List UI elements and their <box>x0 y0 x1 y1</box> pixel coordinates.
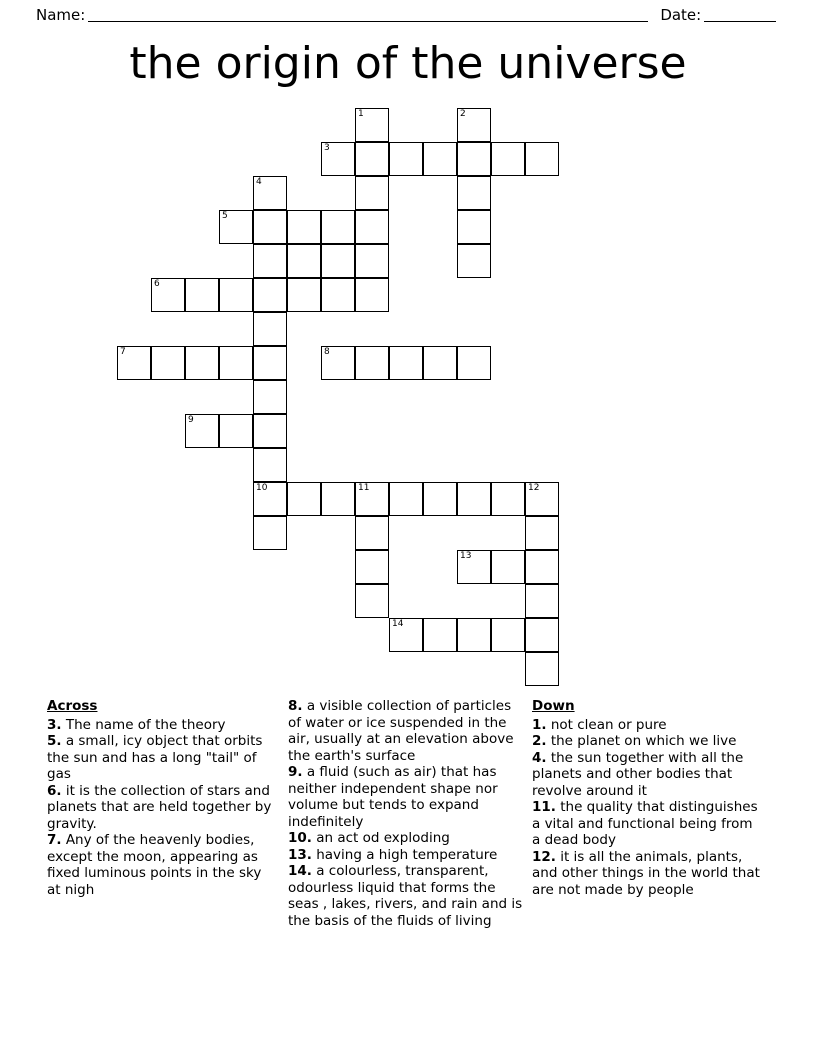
grid-cell[interactable] <box>491 482 525 516</box>
grid-cell[interactable] <box>219 346 253 380</box>
clue-text: the quality that distinguishes a vital and functional being from a dead body <box>532 799 758 848</box>
grid-cell[interactable] <box>253 448 287 482</box>
grid-cell[interactable] <box>457 482 491 516</box>
clue-down-1 <box>532 717 764 734</box>
grid-cell[interactable] <box>389 346 423 380</box>
clue-across-3 <box>47 717 279 734</box>
grid-cell[interactable] <box>355 210 389 244</box>
clue-text: having a high temperature <box>311 846 498 863</box>
grid-cell[interactable] <box>253 346 287 380</box>
clue-number: 2. <box>532 733 547 749</box>
clues-column-down <box>532 698 764 898</box>
name-input-line[interactable] <box>88 8 648 22</box>
clue-text: Any of the heavenly bodies, except the moon, appearing as fixed luminous points in the sky at nigh <box>47 832 262 898</box>
clue-down-12 <box>532 849 764 899</box>
name-label: Name: <box>36 6 86 24</box>
grid-cell[interactable] <box>525 584 559 618</box>
clues-column-across-2 <box>288 698 523 929</box>
grid-cell[interactable] <box>389 618 423 652</box>
grid-cell[interactable] <box>287 278 321 312</box>
grid-cell-number: 12 <box>528 483 540 493</box>
clue-down-11 <box>532 799 764 849</box>
clue-number: 10. <box>288 830 312 846</box>
grid-cell[interactable] <box>423 142 457 176</box>
clue-across-6 <box>47 783 279 833</box>
clue-number: 14. <box>288 863 312 879</box>
grid-cell[interactable] <box>287 244 321 278</box>
clue-text: the sun together with all the planets and other bodies that revolve around it <box>532 749 744 799</box>
clue-text: not clean or pure <box>546 716 667 733</box>
grid-cell[interactable] <box>355 108 389 142</box>
clue-text: The name of the theory <box>61 716 226 733</box>
grid-cell[interactable] <box>321 278 355 312</box>
grid-cell-number: 6 <box>154 279 160 289</box>
clue-number: 1. <box>532 716 547 733</box>
grid-cell[interactable] <box>525 516 559 550</box>
clue-across-13 <box>288 847 523 864</box>
clue-down-4 <box>532 750 764 800</box>
clue-number: 3. <box>47 716 62 733</box>
grid-cell[interactable] <box>321 210 355 244</box>
grid-cell[interactable] <box>355 278 389 312</box>
clue-across-7 <box>47 832 279 898</box>
clue-text: a colourless, transparent, odourless liquid that forms the seas , lakes, rivers, and rain and is the basis of the fluids of living <box>288 863 523 929</box>
date-input-line[interactable] <box>704 8 776 22</box>
grid-cell[interactable] <box>185 414 219 448</box>
clue-number: 9. <box>288 764 303 780</box>
clue-number: 4. <box>532 749 547 766</box>
down-heading: Down <box>532 698 575 714</box>
grid-cell[interactable] <box>355 176 389 210</box>
grid-cell[interactable] <box>457 108 491 142</box>
grid-cell-number: 3 <box>324 143 330 153</box>
grid-cell[interactable] <box>355 244 389 278</box>
grid-cell-number: 5 <box>222 211 228 221</box>
crossword-grid[interactable] <box>0 108 816 688</box>
grid-cell[interactable] <box>423 346 457 380</box>
grid-cell[interactable] <box>355 516 389 550</box>
grid-cell[interactable] <box>253 482 287 516</box>
clue-number: 5. <box>47 733 62 749</box>
date-label: Date: <box>660 6 702 24</box>
grid-cell[interactable] <box>287 210 321 244</box>
grid-cell[interactable] <box>185 278 219 312</box>
grid-cell[interactable] <box>117 346 151 380</box>
grid-cell[interactable] <box>151 346 185 380</box>
clue-text: it is the collection of stars and planets that are held together by gravity. <box>47 782 272 832</box>
grid-cell[interactable] <box>151 278 185 312</box>
grid-cell[interactable] <box>525 652 559 686</box>
clue-down-2 <box>532 733 764 750</box>
grid-cell[interactable] <box>355 550 389 584</box>
grid-cell[interactable] <box>457 550 491 584</box>
grid-cell[interactable] <box>355 346 389 380</box>
grid-cell-number: 14 <box>392 619 404 629</box>
clue-number: 13. <box>288 846 312 863</box>
grid-cell[interactable] <box>355 482 389 516</box>
grid-cell[interactable] <box>219 278 253 312</box>
clue-text: it is all the animals, plants, and other things in the world that are not made by people <box>532 848 760 898</box>
grid-cell-number: 10 <box>256 483 268 493</box>
grid-cell[interactable] <box>253 414 287 448</box>
across-heading: Across <box>47 698 98 714</box>
grid-cell-number: 1 <box>358 109 364 119</box>
clue-text: a fluid (such as air) that has neither independent shape nor volume but tends to expand indefinitely <box>288 764 498 830</box>
grid-cell[interactable] <box>253 312 287 346</box>
grid-cell[interactable] <box>457 176 491 210</box>
grid-cell[interactable] <box>525 618 559 652</box>
page-title: the origin of the universe <box>129 38 687 89</box>
grid-cell[interactable] <box>491 550 525 584</box>
clue-across-5 <box>47 733 279 783</box>
grid-cell[interactable] <box>423 618 457 652</box>
grid-cell-number: 8 <box>324 347 330 357</box>
grid-cell[interactable] <box>457 346 491 380</box>
grid-cell[interactable] <box>185 346 219 380</box>
grid-cell[interactable] <box>491 142 525 176</box>
worksheet-header <box>0 0 816 30</box>
grid-cell[interactable] <box>287 482 321 516</box>
clues-area <box>0 698 816 958</box>
grid-cell[interactable] <box>457 244 491 278</box>
grid-cell[interactable] <box>525 142 559 176</box>
grid-cell[interactable] <box>321 482 355 516</box>
grid-cell[interactable] <box>457 618 491 652</box>
grid-cell-number: 9 <box>188 415 194 425</box>
clue-number: 12. <box>532 848 556 865</box>
clue-across-14 <box>288 863 523 929</box>
grid-cell-number: 4 <box>256 177 262 187</box>
clue-text: an act od exploding <box>311 830 450 846</box>
grid-cell-number: 13 <box>460 551 472 561</box>
grid-cell[interactable] <box>253 210 287 244</box>
grid-cell-number: 2 <box>460 109 466 119</box>
clue-across-10 <box>288 830 523 847</box>
grid-cell[interactable] <box>321 346 355 380</box>
grid-cell[interactable] <box>525 550 559 584</box>
clue-number: 6. <box>47 782 62 799</box>
grid-cell-number: 11 <box>358 483 370 493</box>
grid-cell[interactable] <box>321 142 355 176</box>
clue-across-8 <box>288 698 523 764</box>
grid-cell[interactable] <box>253 176 287 210</box>
grid-cell[interactable] <box>253 516 287 550</box>
clue-text: a visible collection of particles of water or ice suspended in the air, usually at an elevation above the earth's surface <box>288 698 514 764</box>
clue-number: 7. <box>47 832 62 848</box>
clue-text: the planet on which we live <box>546 733 737 749</box>
grid-cell[interactable] <box>321 244 355 278</box>
grid-cell[interactable] <box>389 142 423 176</box>
grid-cell[interactable] <box>525 482 559 516</box>
grid-cell[interactable] <box>457 142 491 176</box>
grid-cell[interactable] <box>253 244 287 278</box>
grid-cell[interactable] <box>389 482 423 516</box>
clue-text: a small, icy object that orbits the sun and has a long "tail" of gas <box>47 733 263 782</box>
grid-cell[interactable] <box>423 482 457 516</box>
grid-cell[interactable] <box>457 210 491 244</box>
grid-cell[interactable] <box>253 278 287 312</box>
grid-cell[interactable] <box>219 414 253 448</box>
clue-number: 11. <box>532 799 556 815</box>
grid-cell[interactable] <box>491 618 525 652</box>
clue-number: 8. <box>288 698 303 714</box>
grid-cell-number: 7 <box>120 347 126 357</box>
grid-cell[interactable] <box>219 210 253 244</box>
clues-column-across-1 <box>47 698 279 898</box>
clue-across-9 <box>288 764 523 830</box>
grid-cell[interactable] <box>253 380 287 414</box>
grid-cell[interactable] <box>355 142 389 176</box>
grid-cell[interactable] <box>355 584 389 618</box>
